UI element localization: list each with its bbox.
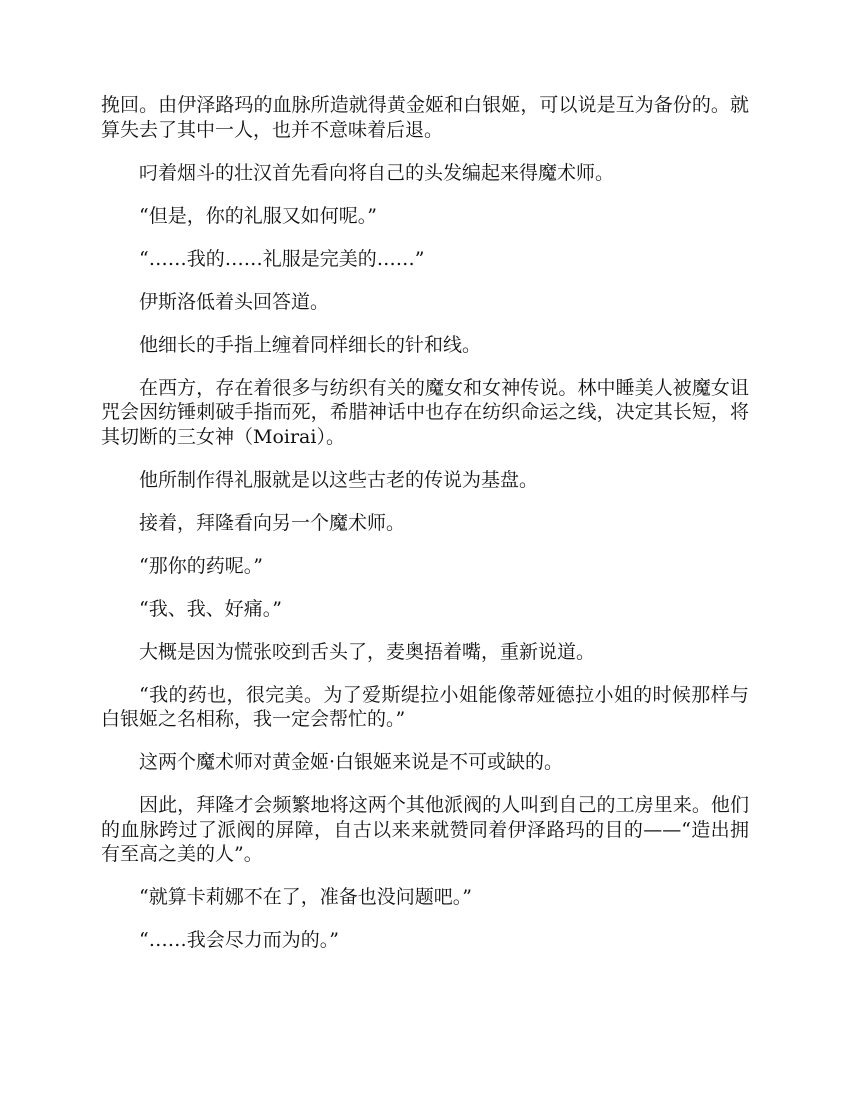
document-page xyxy=(101,93,749,971)
paragraph: “我的药也，很完美。为了爱斯缇拉小姐能像蒂娅德拉小姐的时候那样与白银姬之名相称，我一定会帮忙的。” xyxy=(101,683,749,730)
paragraph: 他细长的手指上缠着同样细长的针和线。 xyxy=(139,333,482,356)
paragraph: 挽回。由伊泽路玛的血脉所造就得黄金姬和白银姬，可以说是互为备份的。就算失去了其中一人，也并不意味着后退。 xyxy=(101,94,749,141)
paragraph: 因此，拜隆才会频繁地将这两个其他派阀的人叫到自己的工房里来。他们的血脉跨过了派阀的屏障，自古以来来就赞同着伊泽路玛的目的——“造出拥有至高之美的人”。 xyxy=(101,794,749,865)
paragraph: 接着，拜隆看向另一个魔术师。 xyxy=(139,511,406,534)
paragraph: “我、我、好痛。” xyxy=(139,597,282,620)
paragraph: “……我会尽力而为的。” xyxy=(139,929,339,951)
paragraph: “……我的……礼服是完美的……” xyxy=(139,247,425,270)
paragraph: “那你的药呢。” xyxy=(139,554,263,577)
paragraph: 这两个魔术师对黄金姬·白银姬来说是不可或缺的。 xyxy=(139,751,564,773)
paragraph: 在西方，存在着很多与纺织有关的魔女和女神传说。林中睡美人被魔女诅咒会因纺锤刺破手指而死，希腊神话中也存在纺织命运之线，决定其长短，将其切断的三女神（Moirai）。 xyxy=(101,376,749,448)
paragraph: 叼着烟斗的壮汉首先看向将自己的头发编起来得魔术师。 xyxy=(139,161,615,184)
paragraph: 伊斯洛低着头回答道。 xyxy=(139,290,330,313)
paragraph: 大概是因为慌张咬到舌头了，麦奥捂着嘴，重新说道。 xyxy=(139,640,596,663)
paragraph: “但是，你的礼服又如何呢。” xyxy=(139,204,377,227)
paragraph: 他所制作得礼服就是以这些古老的传说为基盘。 xyxy=(139,468,539,491)
paragraph: “就算卡莉娜不在了，准备也没问题吧。” xyxy=(139,886,472,908)
